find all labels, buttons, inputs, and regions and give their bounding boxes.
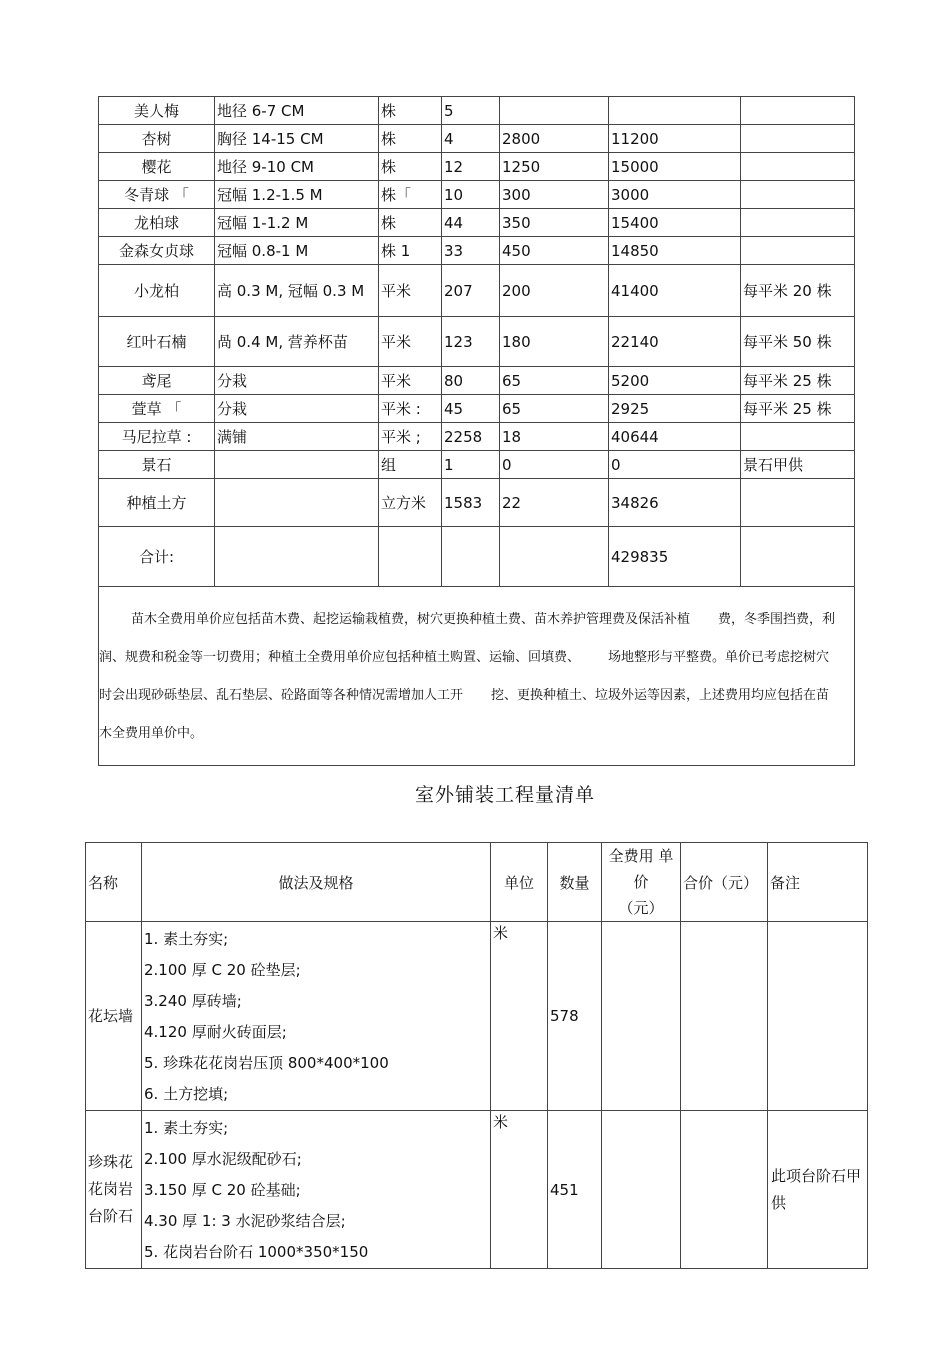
plant-unit-price: 0 (500, 451, 609, 479)
plant-remark: 每平米 25 株 (741, 395, 855, 423)
plant-spec: 分栽 (215, 395, 379, 423)
plant-spec: 高 0.3 M, 冠幅 0.3 M (215, 265, 379, 317)
plant-qty: 10 (442, 181, 500, 209)
plant-remark (741, 209, 855, 237)
plant-note-row (99, 587, 855, 766)
paving-unit-price (602, 922, 681, 1111)
paving-header-row (86, 843, 868, 922)
paving-unit: 米 (491, 1111, 548, 1269)
plant-qty: 1583 (442, 479, 500, 527)
plant-remark: 景石甲供 (741, 451, 855, 479)
paving-method (142, 1111, 491, 1269)
plant-qty: 12 (442, 153, 500, 181)
plant-qty: 33 (442, 237, 500, 265)
header-unit-price-b: 价 (633, 873, 649, 891)
plant-unit: 平米 (379, 367, 442, 395)
plant-spec: 分栽 (215, 367, 379, 395)
plant-unit-price: 1250 (500, 153, 609, 181)
plant-spec: 冠幅 0.8-1 M (215, 237, 379, 265)
plant-unit-price: 22 (500, 479, 609, 527)
plant-name: 景石 (99, 451, 215, 479)
plant-total: 0 (609, 451, 741, 479)
plant-total: 22140 (609, 317, 741, 367)
plant-unit-price (500, 97, 609, 125)
plant-name: 萱草 「 (99, 395, 215, 423)
plant-name: 马尼拉草 : (99, 423, 215, 451)
method-step: 4.120 厚耐火砖面层; (144, 1023, 287, 1041)
plant-unit: 立方米 (379, 479, 442, 527)
empty-cell (379, 527, 442, 587)
pricing-note (99, 587, 855, 766)
plant-name: 冬青球 「 (99, 181, 215, 209)
plant-spec: 咼 0.4 M, 营养杯苗 (215, 317, 379, 367)
plant-spec (215, 451, 379, 479)
paving-total (681, 922, 768, 1111)
plant-total: 3000 (609, 181, 741, 209)
header-unit-price (602, 843, 681, 922)
plant-unit: 平米 : (379, 395, 442, 423)
empty-cell (500, 527, 609, 587)
note-line2a: 润、规费和税金等一切费用；种植土全费用单价应包括种植土购置、运输、回填费、 (99, 650, 581, 665)
method-step: 5. 花岗岩台阶石 1000*350*150 (144, 1243, 369, 1261)
plant-remark (741, 479, 855, 527)
header-unit-price-c: （元） (618, 899, 664, 917)
note-line2b: 场地整形与平整费。单价已考虑挖树穴 (608, 650, 830, 665)
plant-total: 2925 (609, 395, 741, 423)
plant-name: 杏树 (99, 125, 215, 153)
plant-unit: 平米 ; (379, 423, 442, 451)
plant-unit: 组 (379, 451, 442, 479)
header-qty: 数量 (548, 843, 602, 922)
plant-unit: 株 (379, 153, 442, 181)
paving-quantity-table (85, 842, 868, 1269)
note-line1b: 费，冬季围挡费，利 (718, 612, 836, 627)
plant-unit-price: 180 (500, 317, 609, 367)
header-remark: 备注 (768, 843, 868, 922)
paving-row (86, 922, 868, 1111)
plant-qty: 1 (442, 451, 500, 479)
paving-name: 花坛墙 (86, 922, 142, 1111)
plant-total: 5200 (609, 367, 741, 395)
plant-unit: 株 1 (379, 237, 442, 265)
plant-remark (741, 125, 855, 153)
plant-row (99, 451, 855, 479)
empty-cell (215, 527, 379, 587)
method-step: 2.100 厚水泥级配砂石; (144, 1150, 302, 1168)
plant-unit-price: 65 (500, 395, 609, 423)
plant-name: 金森女贞球 (99, 237, 215, 265)
plant-unit-price: 2800 (500, 125, 609, 153)
plant-total-row (99, 527, 855, 587)
plant-name: 樱花 (99, 153, 215, 181)
plant-row (99, 125, 855, 153)
note-line3a: 时会出现砂砾垫层、乱石垫层、砼路面等各种情况需增加人工开 (99, 688, 464, 703)
plant-spec: 冠幅 1.2-1.5 M (215, 181, 379, 209)
paving-qty: 578 (548, 922, 602, 1111)
plant-unit: 株 (379, 209, 442, 237)
empty-cell (442, 527, 500, 587)
paving-remark: 此项台阶石甲供 (768, 1111, 868, 1269)
plant-remark: 每平米 20 株 (741, 265, 855, 317)
plant-unit-price: 18 (500, 423, 609, 451)
plant-unit: 平米 (379, 317, 442, 367)
plant-unit-price: 200 (500, 265, 609, 317)
note-line4: 木全费用单价中。 (99, 726, 204, 741)
plant-remark (741, 153, 855, 181)
plant-name: 美人梅 (99, 97, 215, 125)
plant-spec: 胸径 14-15 CM (215, 125, 379, 153)
plant-name: 种植土方 (99, 479, 215, 527)
empty-cell (741, 527, 855, 587)
plant-spec (215, 479, 379, 527)
plant-unit: 株 (379, 97, 442, 125)
plant-remark (741, 181, 855, 209)
paving-table-title: 室外铺装工程量清单 (414, 784, 595, 806)
plant-row (99, 97, 855, 125)
plant-cost-table (98, 96, 855, 766)
plant-name: 鸢尾 (99, 367, 215, 395)
method-step: 1. 素土夯实; (144, 1119, 229, 1137)
plant-total: 40644 (609, 423, 741, 451)
plant-qty: 4 (442, 125, 500, 153)
plant-qty: 207 (442, 265, 500, 317)
paving-unit: 米 (491, 922, 548, 1111)
plant-name: 小龙柏 (99, 265, 215, 317)
paving-remark (768, 922, 868, 1111)
total-label: 合计: (99, 527, 215, 587)
plant-spec: 冠幅 1-1.2 M (215, 209, 379, 237)
plant-unit-price: 450 (500, 237, 609, 265)
plant-unit: 株「 (379, 181, 442, 209)
plant-qty: 80 (442, 367, 500, 395)
plant-qty: 44 (442, 209, 500, 237)
paving-method (142, 922, 491, 1111)
plant-name: 龙柏球 (99, 209, 215, 237)
plant-row (99, 479, 855, 527)
plant-unit: 平米 (379, 265, 442, 317)
plant-remark (741, 423, 855, 451)
method-step: 2.100 厚 C 20 砼垫层; (144, 961, 301, 979)
plant-row (99, 317, 855, 367)
plant-total: 11200 (609, 125, 741, 153)
plant-total (609, 97, 741, 125)
plant-qty: 45 (442, 395, 500, 423)
plant-remark: 每平米 25 株 (741, 367, 855, 395)
plant-spec: 地径 9-10 CM (215, 153, 379, 181)
plant-remark (741, 237, 855, 265)
paving-total (681, 1111, 768, 1269)
plant-total: 15000 (609, 153, 741, 181)
plant-row (99, 367, 855, 395)
plant-row (99, 395, 855, 423)
plant-row (99, 181, 855, 209)
plant-row (99, 209, 855, 237)
header-unit-price-a: 全费用 单 (608, 847, 674, 865)
plant-row (99, 237, 855, 265)
method-step: 5. 珍珠花花岗岩压顶 800*400*100 (144, 1054, 389, 1072)
paving-unit-price (602, 1111, 681, 1269)
paving-row (86, 1111, 868, 1269)
paving-qty: 451 (548, 1111, 602, 1269)
header-unit: 单位 (491, 843, 548, 922)
plant-remark (741, 97, 855, 125)
header-method: 做法及规格 (142, 843, 491, 922)
plant-unit-price: 65 (500, 367, 609, 395)
plant-qty: 123 (442, 317, 500, 367)
method-step: 1. 素土夯实; (144, 930, 229, 948)
plant-name: 红叶石楠 (99, 317, 215, 367)
plant-total: 15400 (609, 209, 741, 237)
header-name: 名称 (86, 843, 142, 922)
plant-unit-price: 350 (500, 209, 609, 237)
method-step: 3.150 厚 C 20 砼基础; (144, 1181, 301, 1199)
plant-total: 34826 (609, 479, 741, 527)
total-value: 429835 (609, 527, 741, 587)
plant-qty: 2258 (442, 423, 500, 451)
plant-unit: 株 (379, 125, 442, 153)
plant-qty: 5 (442, 97, 500, 125)
plant-unit-price: 300 (500, 181, 609, 209)
paving-name: 珍珠花花岗岩台阶石 (86, 1111, 142, 1269)
plant-spec: 地径 6-7 CM (215, 97, 379, 125)
plant-remark: 每平米 50 株 (741, 317, 855, 367)
plant-row (99, 423, 855, 451)
plant-row (99, 153, 855, 181)
note-line1a: 苗木全费用单价应包括苗木费、起挖运输栽植费，树穴更换种植土费、苗木养护管理费及保活补植 (131, 612, 691, 627)
plant-row (99, 265, 855, 317)
plant-total: 41400 (609, 265, 741, 317)
note-line3b: 挖、更换种植土、垃圾外运等因素，上述费用均应包括在苗 (491, 688, 830, 703)
plant-spec: 满铺 (215, 423, 379, 451)
method-step: 4.30 厚 1: 3 水泥砂浆结合层; (144, 1212, 346, 1230)
method-step: 6. 土方挖填; (144, 1085, 229, 1103)
plant-total: 14850 (609, 237, 741, 265)
header-total: 合价（元） (681, 843, 768, 922)
method-step: 3.240 厚砖墙; (144, 992, 242, 1010)
